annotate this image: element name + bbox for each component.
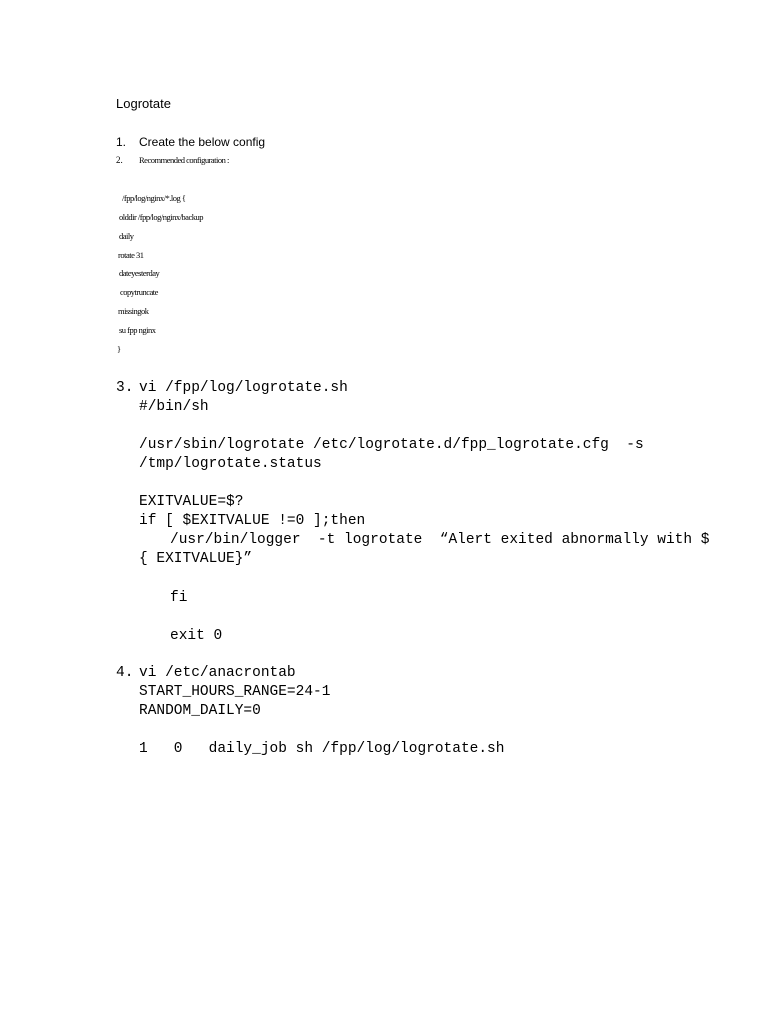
- step-2-number: 2.: [116, 155, 123, 165]
- code-line: START_HOURS_RANGE=24-1: [139, 684, 331, 700]
- config-line: rotate 31: [118, 250, 144, 260]
- code-line: #/bin/sh: [139, 399, 209, 415]
- config-line: daily: [119, 231, 134, 241]
- document-title: Logrotate: [116, 96, 171, 111]
- code-line: EXITVALUE=$?: [139, 494, 244, 510]
- code-line: if [ $EXITVALUE !=0 ];then: [139, 513, 366, 529]
- code-line: fi: [170, 590, 188, 606]
- code-line: exit 0: [170, 628, 223, 644]
- code-line: RANDOM_DAILY=0: [139, 703, 261, 719]
- code-line: vi /etc/anacrontab: [139, 665, 296, 681]
- code-line: /usr/sbin/logrotate /etc/logrotate.d/fpp_logrotate.cfg -s: [139, 437, 644, 453]
- config-line: }: [117, 344, 121, 354]
- code-line: /tmp/logrotate.status: [139, 456, 322, 472]
- code-line: 1 0 daily_job sh /fpp/log/logrotate.sh: [139, 741, 505, 757]
- step-2-text: Recommended configuration :: [139, 155, 229, 165]
- config-line: su fpp nginx: [119, 325, 156, 335]
- config-line: dateyesterday: [119, 268, 160, 278]
- code-line: vi /fpp/log/logrotate.sh: [139, 380, 348, 396]
- config-line: /fpp/log/nginx/*.log {: [122, 193, 186, 203]
- config-line: copytruncate: [120, 287, 158, 297]
- code-line: { EXITVALUE}”: [139, 551, 253, 567]
- code-line: /usr/bin/logger -t logrotate “Alert exited abnormally with $: [170, 532, 710, 548]
- config-line: missingok: [118, 306, 149, 316]
- config-line: olddir /fpp/log/nginx/backup: [119, 212, 203, 222]
- step-1-text: Create the below config: [139, 135, 266, 149]
- step-4-number: 4.: [116, 665, 134, 681]
- step-1-number: 1.: [116, 135, 127, 149]
- step-3-number: 3.: [116, 380, 134, 396]
